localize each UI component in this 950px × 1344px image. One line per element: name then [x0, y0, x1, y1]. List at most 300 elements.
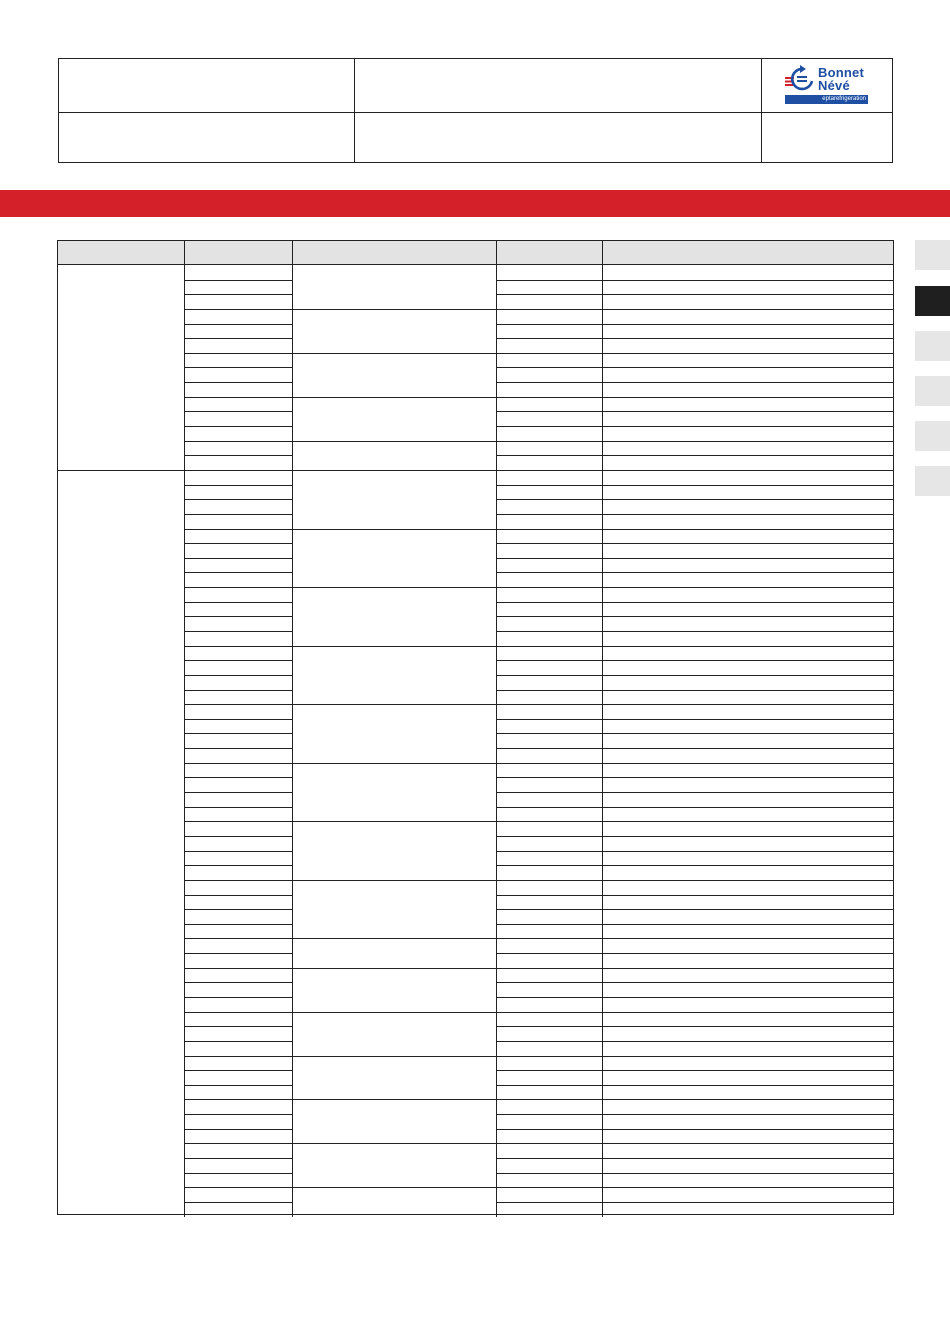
- table-cell: [500, 428, 598, 439]
- table-cell: [188, 779, 288, 790]
- row-divider: [496, 367, 894, 368]
- table-cell: [188, 311, 288, 322]
- row-divider: [184, 1099, 292, 1100]
- row-divider: [184, 1041, 292, 1042]
- table-cell: [188, 1175, 288, 1186]
- column-divider: [602, 265, 603, 1217]
- table-cell-detail: [606, 399, 890, 410]
- section-tab-2[interactable]: [915, 286, 950, 316]
- subgroup-divider: [292, 938, 496, 939]
- subgroup-divider: [292, 309, 496, 310]
- row-divider: [184, 1026, 292, 1027]
- table-cell-detail: [606, 340, 890, 351]
- row-divider: [184, 792, 292, 793]
- subgroup-divider: [292, 529, 496, 530]
- row-divider: [496, 792, 894, 793]
- table-cell-detail: [606, 721, 890, 732]
- subgroup-divider: [292, 1056, 496, 1057]
- row-divider: [496, 763, 894, 764]
- table-cell: [188, 809, 288, 820]
- subgroup-label: [296, 355, 492, 395]
- row-divider: [184, 836, 292, 837]
- row-divider: [184, 748, 292, 749]
- row-divider: [496, 1129, 894, 1130]
- table-cell-detail: [606, 838, 890, 849]
- table-cell: [188, 999, 288, 1010]
- row-divider: [184, 924, 292, 925]
- row-divider: [184, 426, 292, 427]
- table-cell: [500, 604, 598, 615]
- table-cell: [500, 443, 598, 454]
- subgroup-divider: [292, 646, 496, 647]
- table-cell: [500, 457, 598, 468]
- table-cell: [500, 1175, 598, 1186]
- table-cell: [500, 867, 598, 878]
- table-cell-detail: [606, 355, 890, 366]
- table-cell: [500, 1014, 598, 1025]
- table-cell-detail: [606, 1160, 890, 1171]
- document-header: [58, 58, 893, 163]
- table-cell: [500, 1116, 598, 1127]
- subgroup-divider: [292, 1099, 496, 1100]
- table-cell-detail: [606, 1175, 890, 1186]
- subgroup-label: [296, 823, 492, 878]
- row-divider: [496, 382, 894, 383]
- row-divider: [496, 953, 894, 954]
- table-cell-detail: [606, 311, 890, 322]
- row-divider: [184, 909, 292, 910]
- table-cell: [188, 267, 288, 278]
- table-cell-detail: [606, 662, 890, 673]
- table-cell: [500, 809, 598, 820]
- table-cell: [500, 296, 598, 307]
- table-cell: [188, 984, 288, 995]
- row-divider: [496, 587, 894, 588]
- table-cell-detail: [606, 618, 890, 629]
- table-cell: [500, 897, 598, 908]
- table-cell: [500, 326, 598, 337]
- row-divider: [496, 704, 894, 705]
- table-cell-detail: [606, 1101, 890, 1112]
- logo-name-line1: Bonnet: [818, 65, 864, 80]
- row-divider: [184, 1129, 292, 1130]
- row-divider: [496, 543, 894, 544]
- row-divider: [496, 1114, 894, 1115]
- row-divider: [496, 733, 894, 734]
- row-divider: [496, 324, 894, 325]
- section-tab-1[interactable]: [915, 240, 950, 270]
- row-divider: [496, 1158, 894, 1159]
- table-cell-detail: [606, 487, 890, 498]
- row-divider: [496, 1041, 894, 1042]
- row-divider: [184, 880, 292, 881]
- table-cell: [188, 326, 288, 337]
- row-divider: [496, 426, 894, 427]
- row-divider: [184, 733, 292, 734]
- row-divider: [496, 470, 894, 471]
- table-cell: [188, 750, 288, 761]
- table-cell-detail: [606, 516, 890, 527]
- table-cell: [188, 706, 288, 717]
- row-divider: [184, 953, 292, 954]
- row-divider: [496, 338, 894, 339]
- table-cell: [188, 574, 288, 585]
- table-cell-detail: [606, 531, 890, 542]
- row-divider: [496, 455, 894, 456]
- row-divider: [184, 1070, 292, 1071]
- row-divider: [496, 851, 894, 852]
- table-cell-detail: [606, 1014, 890, 1025]
- row-divider: [184, 294, 292, 295]
- row-divider: [184, 1202, 292, 1203]
- column-divider: [602, 241, 603, 265]
- row-divider: [496, 836, 894, 837]
- row-divider: [496, 880, 894, 881]
- row-divider: [496, 1099, 894, 1100]
- row-divider: [184, 543, 292, 544]
- brand-logo: [784, 64, 870, 106]
- subgroup-divider: [292, 968, 496, 969]
- row-divider: [184, 938, 292, 939]
- row-divider: [184, 602, 292, 603]
- table-cell: [500, 413, 598, 424]
- row-divider: [184, 777, 292, 778]
- table-cell: [500, 267, 598, 278]
- table-cell: [188, 1204, 288, 1215]
- table-cell: [500, 853, 598, 864]
- table-cell: [188, 1087, 288, 1098]
- table-cell: [188, 1043, 288, 1054]
- table-cell: [188, 853, 288, 864]
- table-cell: [500, 399, 598, 410]
- logo-wordmark: [818, 66, 864, 92]
- table-cell-detail: [606, 1116, 890, 1127]
- row-divider: [496, 1202, 894, 1203]
- row-divider: [496, 1056, 894, 1057]
- table-cell-detail: [606, 282, 890, 293]
- table-cell: [188, 501, 288, 512]
- table-cell-detail: [606, 443, 890, 454]
- subgroup-divider: [292, 441, 496, 442]
- column-divider: [292, 241, 293, 265]
- table-cell: [500, 355, 598, 366]
- row-divider: [496, 719, 894, 720]
- subgroup-label: [296, 1058, 492, 1098]
- row-divider: [184, 1114, 292, 1115]
- row-divider: [496, 572, 894, 573]
- table-cell: [500, 984, 598, 995]
- table-cell: [500, 926, 598, 937]
- accent-band: [0, 190, 950, 217]
- row-divider: [496, 602, 894, 603]
- table-cell: [188, 867, 288, 878]
- table-cell: [188, 282, 288, 293]
- table-cell: [188, 340, 288, 351]
- table-cell-detail: [606, 794, 890, 805]
- table-cell: [188, 399, 288, 410]
- row-divider: [496, 865, 894, 866]
- table-cell: [188, 1058, 288, 1069]
- subgroup-label: [296, 267, 492, 307]
- row-divider: [496, 821, 894, 822]
- table-cell-detail: [606, 589, 890, 600]
- table-cell: [500, 369, 598, 380]
- section-tab-3[interactable]: [915, 331, 950, 361]
- table-cell-detail: [606, 633, 890, 644]
- row-divider: [184, 338, 292, 339]
- table-cell: [500, 1204, 598, 1215]
- logo-name-line2: Névé: [818, 78, 850, 93]
- column-divider: [496, 265, 497, 1217]
- subgroup-label: [296, 443, 492, 468]
- table-cell-detail: [606, 1043, 890, 1054]
- table-cell: [500, 955, 598, 966]
- row-divider: [184, 675, 292, 676]
- table-cell: [500, 750, 598, 761]
- row-divider: [184, 470, 292, 471]
- table-cell-detail: [606, 882, 890, 893]
- table-cell: [500, 633, 598, 644]
- row-divider: [184, 558, 292, 559]
- table-cell-detail: [606, 765, 890, 776]
- row-divider: [184, 441, 292, 442]
- table-cell: [188, 1101, 288, 1112]
- table-cell-detail: [606, 853, 890, 864]
- table-cell-detail: [606, 1145, 890, 1156]
- table-cell: [500, 721, 598, 732]
- subgroup-label: [296, 531, 492, 586]
- row-divider: [496, 616, 894, 617]
- row-divider: [496, 1070, 894, 1071]
- table-cell: [188, 355, 288, 366]
- column-divider: [496, 241, 497, 265]
- table-cell-detail: [606, 999, 890, 1010]
- table-cell-detail: [606, 1189, 890, 1200]
- row-divider: [184, 690, 292, 691]
- row-divider: [184, 1158, 292, 1159]
- table-cell: [188, 838, 288, 849]
- table-cell: [500, 706, 598, 717]
- row-divider: [184, 411, 292, 412]
- row-divider: [184, 997, 292, 998]
- subgroup-label: [296, 472, 492, 527]
- subgroup-label: [296, 940, 492, 965]
- table-cell: [188, 735, 288, 746]
- subgroup-label: [296, 1145, 492, 1185]
- table-cell: [500, 487, 598, 498]
- row-divider: [496, 807, 894, 808]
- section-tab-4[interactable]: [915, 376, 950, 406]
- row-divider: [184, 631, 292, 632]
- table-cell: [188, 443, 288, 454]
- row-divider: [184, 1143, 292, 1144]
- table-cell: [500, 1058, 598, 1069]
- table-cell-detail: [606, 1058, 890, 1069]
- row-divider: [184, 763, 292, 764]
- table-cell-detail: [606, 267, 890, 278]
- row-divider: [184, 514, 292, 515]
- table-cell-detail: [606, 326, 890, 337]
- row-divider: [184, 1187, 292, 1188]
- subgroup-divider: [292, 1143, 496, 1144]
- row-divider: [496, 1012, 894, 1013]
- row-divider: [184, 397, 292, 398]
- row-divider: [184, 807, 292, 808]
- table-cell-detail: [606, 809, 890, 820]
- subgroup-label: [296, 706, 492, 761]
- table-cell: [188, 618, 288, 629]
- section-tab-6[interactable]: [915, 466, 950, 496]
- row-divider: [184, 1012, 292, 1013]
- row-divider: [496, 924, 894, 925]
- row-divider: [496, 631, 894, 632]
- table-cell-detail: [606, 1028, 890, 1039]
- table-cell: [500, 516, 598, 527]
- row-divider: [184, 353, 292, 354]
- table-cell: [500, 940, 598, 951]
- table-cell-detail: [606, 692, 890, 703]
- subgroup-divider: [292, 470, 496, 471]
- table-cell: [500, 1101, 598, 1112]
- table-cell: [188, 369, 288, 380]
- row-divider: [496, 777, 894, 778]
- row-divider: [184, 851, 292, 852]
- subgroup-label: [296, 311, 492, 351]
- header-divider: [59, 112, 892, 113]
- row-divider: [184, 324, 292, 325]
- subgroup-label: [296, 648, 492, 703]
- row-divider: [496, 411, 894, 412]
- table-cell: [188, 413, 288, 424]
- table-cell-detail: [606, 501, 890, 512]
- table-cell-detail: [606, 735, 890, 746]
- table-cell: [500, 311, 598, 322]
- table-cell: [188, 926, 288, 937]
- table-cell: [500, 823, 598, 834]
- row-divider: [496, 968, 894, 969]
- table-cell: [188, 384, 288, 395]
- table-cell: [500, 794, 598, 805]
- group-label: [62, 472, 180, 1215]
- subgroup-label: [296, 1014, 492, 1054]
- subgroup-label: [296, 399, 492, 439]
- group-label: [62, 267, 180, 468]
- table-cell: [188, 1028, 288, 1039]
- table-cell-detail: [606, 296, 890, 307]
- subgroup-divider: [292, 821, 496, 822]
- table-cell-detail: [606, 1131, 890, 1142]
- data-table: [57, 240, 894, 1215]
- subgroup-label: [296, 970, 492, 1010]
- subgroup-label: [296, 589, 492, 644]
- row-divider: [496, 499, 894, 500]
- row-divider: [496, 514, 894, 515]
- table-cell-detail: [606, 867, 890, 878]
- table-cell: [500, 589, 598, 600]
- table-cell: [188, 662, 288, 673]
- row-divider: [184, 704, 292, 705]
- row-divider: [184, 660, 292, 661]
- logo-tagline: eptarefrigeration: [785, 95, 868, 104]
- table-cell-detail: [606, 457, 890, 468]
- table-cell: [500, 574, 598, 585]
- table-cell: [188, 911, 288, 922]
- table-cell-detail: [606, 911, 890, 922]
- table-cell: [188, 457, 288, 468]
- table-cell: [500, 1043, 598, 1054]
- table-cell-detail: [606, 779, 890, 790]
- table-cell: [188, 604, 288, 615]
- table-cell: [188, 296, 288, 307]
- row-divider: [184, 529, 292, 530]
- table-cell-detail: [606, 955, 890, 966]
- table-cell: [500, 735, 598, 746]
- table-cell-detail: [606, 604, 890, 615]
- row-divider: [496, 690, 894, 691]
- table-cell: [188, 633, 288, 644]
- table-cell: [188, 677, 288, 688]
- row-divider: [184, 485, 292, 486]
- group-divider: [58, 470, 184, 471]
- logo-mark-icon: [784, 64, 818, 94]
- table-cell: [188, 545, 288, 556]
- table-cell: [188, 1145, 288, 1156]
- table-cell-detail: [606, 970, 890, 981]
- row-divider: [184, 367, 292, 368]
- row-divider: [496, 748, 894, 749]
- row-divider: [496, 675, 894, 676]
- table-cell: [188, 560, 288, 571]
- subgroup-divider: [292, 587, 496, 588]
- table-cell: [188, 823, 288, 834]
- row-divider: [496, 997, 894, 998]
- subgroup-divider: [292, 1012, 496, 1013]
- row-divider: [496, 1187, 894, 1188]
- table-cell: [188, 692, 288, 703]
- table-cell-detail: [606, 940, 890, 951]
- subgroup-divider: [292, 763, 496, 764]
- row-divider: [184, 1056, 292, 1057]
- row-divider: [184, 280, 292, 281]
- subgroup-label: [296, 1189, 492, 1214]
- table-cell-detail: [606, 648, 890, 659]
- table-cell-detail: [606, 706, 890, 717]
- table-cell: [500, 662, 598, 673]
- table-cell: [188, 1116, 288, 1127]
- table-cell: [188, 1072, 288, 1083]
- row-divider: [496, 895, 894, 896]
- table-cell: [500, 779, 598, 790]
- table-cell-detail: [606, 413, 890, 424]
- row-divider: [496, 909, 894, 910]
- column-divider: [292, 265, 293, 1217]
- column-divider: [184, 265, 185, 1217]
- table-cell: [188, 516, 288, 527]
- table-cell-detail: [606, 428, 890, 439]
- table-cell: [500, 765, 598, 776]
- table-cell-detail: [606, 1204, 890, 1215]
- section-tab-5[interactable]: [915, 421, 950, 451]
- table-cell: [500, 1189, 598, 1200]
- subgroup-divider: [292, 1187, 496, 1188]
- table-cell: [500, 384, 598, 395]
- table-cell: [500, 882, 598, 893]
- table-cell: [188, 648, 288, 659]
- row-divider: [496, 646, 894, 647]
- row-divider: [496, 1026, 894, 1027]
- table-cell: [188, 487, 288, 498]
- subgroup-divider: [292, 704, 496, 705]
